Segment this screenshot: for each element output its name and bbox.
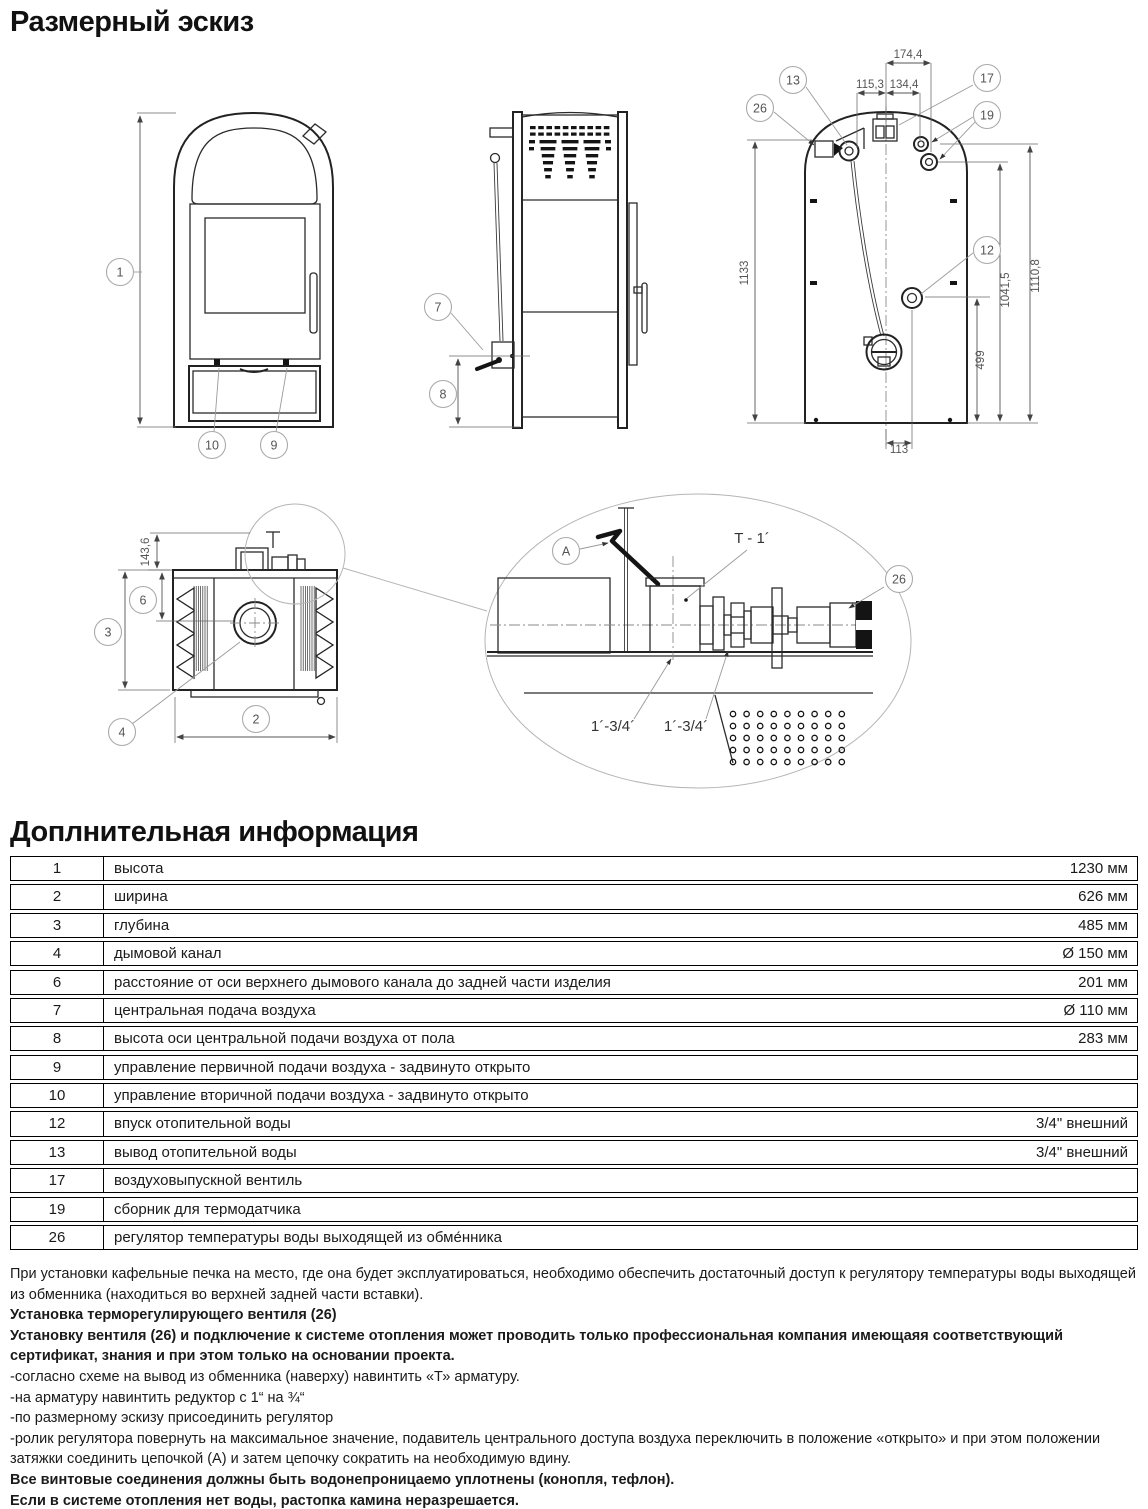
- dim-label: 134,4: [889, 79, 919, 91]
- table-row: [10, 1111, 1138, 1136]
- flange-plate: [713, 597, 724, 650]
- table-row: [10, 1026, 1138, 1051]
- svg-text:A: A: [561, 544, 571, 559]
- callout-17: [974, 65, 1001, 92]
- svg-text:1: 1: [116, 265, 124, 280]
- row-number: 6: [11, 971, 104, 994]
- installation-notes: [10, 1264, 1142, 1509]
- sensor-pocket-2: [921, 154, 937, 170]
- t-fitting-body: [650, 586, 700, 652]
- detail-label: T - 1´: [734, 530, 770, 547]
- info-table: [10, 856, 1138, 1253]
- row-value: 626 мм: [1078, 888, 1128, 906]
- chain-bracket: [490, 128, 513, 137]
- note-line: -ролик регулятора повернуть на максимальное значение, подавитель центрального доступа воздуха переключить в положение «открыто» и при этом положении затяжки соединить цепочкой (А) и затем цепочку сократить на необходимую вдину.: [10, 1430, 1101, 1468]
- callout-4: [109, 719, 136, 746]
- regulator-fitting: [815, 141, 833, 157]
- row-description: высота оси центральной подачи воздуха от пола: [114, 1030, 455, 1048]
- row-value: [951, 1169, 1137, 1192]
- table-row: [10, 941, 1138, 966]
- note-line: Все винтовые соединения должны быть водонепроницаемо уплотнены (конопля, тефлон).: [10, 1471, 675, 1488]
- row-number: 8: [11, 1027, 104, 1050]
- callout-2: [243, 706, 270, 733]
- front-view: [134, 113, 333, 432]
- note-line: Установку вентиля (26) и подключение к системе отопления может проводить только профессиональная компания имеющаяя соответствующий сертификат, знания и при этом только на основании проекта.: [10, 1327, 1063, 1365]
- svg-text:10: 10: [205, 438, 219, 453]
- sensor-pocket-1: [914, 137, 928, 151]
- row-value: Ø 110 мм: [1063, 1001, 1128, 1019]
- door-frame: [190, 204, 320, 359]
- row-number: 17: [11, 1169, 104, 1192]
- door-edge: [629, 203, 637, 365]
- row-value: 201 мм: [1078, 973, 1128, 991]
- note-line: -по размерному эскизу присоединить регулятор: [10, 1410, 334, 1427]
- table-row: [10, 856, 1138, 881]
- table-row: [10, 884, 1138, 909]
- callout-3: [95, 619, 122, 646]
- svg-text:3: 3: [104, 625, 112, 640]
- water-outlet-valve: [840, 142, 859, 161]
- svg-text:26: 26: [892, 572, 906, 587]
- row-value: [951, 1226, 1137, 1249]
- svg-text:8: 8: [439, 387, 447, 402]
- callout-19: [974, 102, 1001, 129]
- primary-air-latch: [283, 359, 289, 366]
- row-description: впуск отопительной воды: [114, 1115, 291, 1133]
- callout-26: [747, 95, 774, 122]
- perforated-panel: [730, 711, 844, 764]
- row-number: 13: [11, 1141, 104, 1164]
- water-inlet: [902, 288, 922, 308]
- row-description: сборник для термодатчика: [114, 1200, 301, 1218]
- row-number: 2: [11, 885, 104, 908]
- dim-label: 499: [975, 350, 987, 370]
- dim-label: 174,4: [893, 49, 923, 61]
- row-value: 283 мм: [1078, 1030, 1128, 1048]
- row-description: глубина: [114, 916, 170, 934]
- top-view: [118, 504, 487, 743]
- row-number: 9: [11, 1056, 104, 1079]
- door-handle: [310, 273, 317, 333]
- row-number: 3: [11, 914, 104, 937]
- row-number: 4: [11, 942, 104, 965]
- secondary-air-latch: [214, 359, 220, 366]
- callout-1: [107, 259, 134, 286]
- row-value: [951, 1084, 1137, 1107]
- ash-drawer-inner: [193, 371, 316, 413]
- side-frame-right: [618, 112, 627, 428]
- row-description: управление первичной подачи воздуха - задвинуто открыто: [114, 1058, 531, 1076]
- row-description: расстояние от оси верхнего дымового канала до задней части изделия: [114, 973, 611, 991]
- note-line: Если в системе отопления нет воды, растопка камина неразрешается.: [10, 1492, 519, 1509]
- table-row: [10, 1140, 1138, 1165]
- side-view: [449, 112, 647, 428]
- svg-text:13: 13: [786, 73, 800, 88]
- note-line: -на арматуру навинтить редуктор с 1“ на ¾“: [10, 1389, 305, 1406]
- svg-text:6: 6: [139, 593, 147, 608]
- row-value: 1230 мм: [1069, 860, 1128, 878]
- svg-text:2: 2: [252, 712, 260, 727]
- detail-indicator-circle: [245, 504, 345, 604]
- row-value: [951, 1198, 1137, 1221]
- door-glass: [205, 218, 305, 313]
- callout-13: [780, 67, 807, 94]
- callout-a: [553, 538, 580, 565]
- row-value: Ø 150 мм: [1062, 945, 1128, 963]
- svg-text:19: 19: [980, 108, 994, 123]
- chain-pulley: [491, 154, 500, 163]
- detail-ellipse: [485, 494, 911, 788]
- row-number: 26: [11, 1226, 104, 1249]
- row-description: высота: [114, 860, 164, 878]
- dim-label: 1110,8: [1030, 259, 1042, 293]
- dim-label: 1041,5: [1000, 272, 1012, 308]
- callout-10: [199, 432, 226, 459]
- note-line: При установки кафельные печка на место, где она будет эксплуатироваться, необходимо обеспечить достаточный доступ к регулятору температуры воды выходящей из обменника (находиться во верхней задней части вставки).: [10, 1266, 1136, 1303]
- table-row: [10, 1168, 1138, 1193]
- row-number: 19: [11, 1198, 104, 1221]
- detail-label: 1´-3/4´: [590, 718, 636, 735]
- row-number: 12: [11, 1112, 104, 1135]
- arch-panel: [192, 128, 317, 204]
- top-vents: [529, 126, 611, 178]
- row-description: воздуховыпускной вентиль: [114, 1172, 303, 1190]
- row-value: 485 мм: [1078, 916, 1128, 934]
- row-number: 1: [11, 857, 104, 880]
- callout-7: [425, 294, 452, 321]
- table-row: [10, 998, 1138, 1023]
- table-row: [10, 1055, 1138, 1080]
- note-line: Установка терморегулирующего вентиля (26): [10, 1307, 337, 1324]
- page-title-dimensional-sketch: Размерный эскиз: [10, 6, 254, 38]
- firebox-top-section: [498, 578, 610, 653]
- detail-view: [485, 494, 911, 788]
- table-row: [10, 1083, 1138, 1108]
- row-description: дымовой канал: [114, 945, 222, 963]
- side-frame-left: [513, 112, 522, 428]
- row-value: [951, 1056, 1137, 1079]
- callout-8: [430, 381, 457, 408]
- row-value: 3/4" внешний: [1035, 1143, 1128, 1161]
- table-row: [10, 970, 1138, 995]
- dim-label: 113: [889, 444, 909, 456]
- dim-label: 115,3: [856, 79, 884, 91]
- tension-chain: [598, 531, 658, 584]
- row-number: 7: [11, 999, 104, 1022]
- row-description: управление вторичной подачи воздуха - задвинуто открыто: [114, 1087, 529, 1105]
- row-description: вывод отопительной воды: [114, 1143, 297, 1161]
- row-description: ширина: [114, 888, 168, 906]
- callout-26: [886, 566, 913, 593]
- svg-text:12: 12: [980, 243, 994, 258]
- svg-text:17: 17: [980, 71, 994, 86]
- callout-12: [974, 237, 1001, 264]
- row-description: центральная подача воздуха: [114, 1001, 316, 1019]
- table-row: [10, 1225, 1138, 1250]
- table-row: [10, 1197, 1138, 1222]
- table-row: [10, 913, 1138, 938]
- door-handle-side: [642, 283, 647, 333]
- dim-label: 1133: [739, 260, 751, 286]
- row-description: регулятор температуры воды выходящей из обме́нника: [114, 1228, 503, 1246]
- callout-9: [261, 432, 288, 459]
- svg-text:7: 7: [434, 300, 442, 315]
- row-value: 3/4" внешний: [1035, 1115, 1128, 1133]
- base-shelf: [191, 690, 318, 697]
- stove-body-top: [173, 570, 337, 690]
- valve-top-view: [272, 557, 288, 570]
- dim-label: 143,6: [140, 537, 152, 567]
- row-number: 10: [11, 1084, 104, 1107]
- note-line: -согласно схеме на вывод из обменника (наверху) навинтить «Т» арматуру.: [10, 1368, 520, 1385]
- stove-body-side: [522, 115, 618, 417]
- svg-text:9: 9: [270, 438, 278, 453]
- page-title-additional-info: Доплнительная информация: [10, 816, 419, 848]
- detail-label: 1´-3/4´: [663, 718, 709, 735]
- svg-text:26: 26: [753, 101, 767, 116]
- callout-6: [130, 587, 157, 614]
- svg-text:4: 4: [118, 725, 126, 740]
